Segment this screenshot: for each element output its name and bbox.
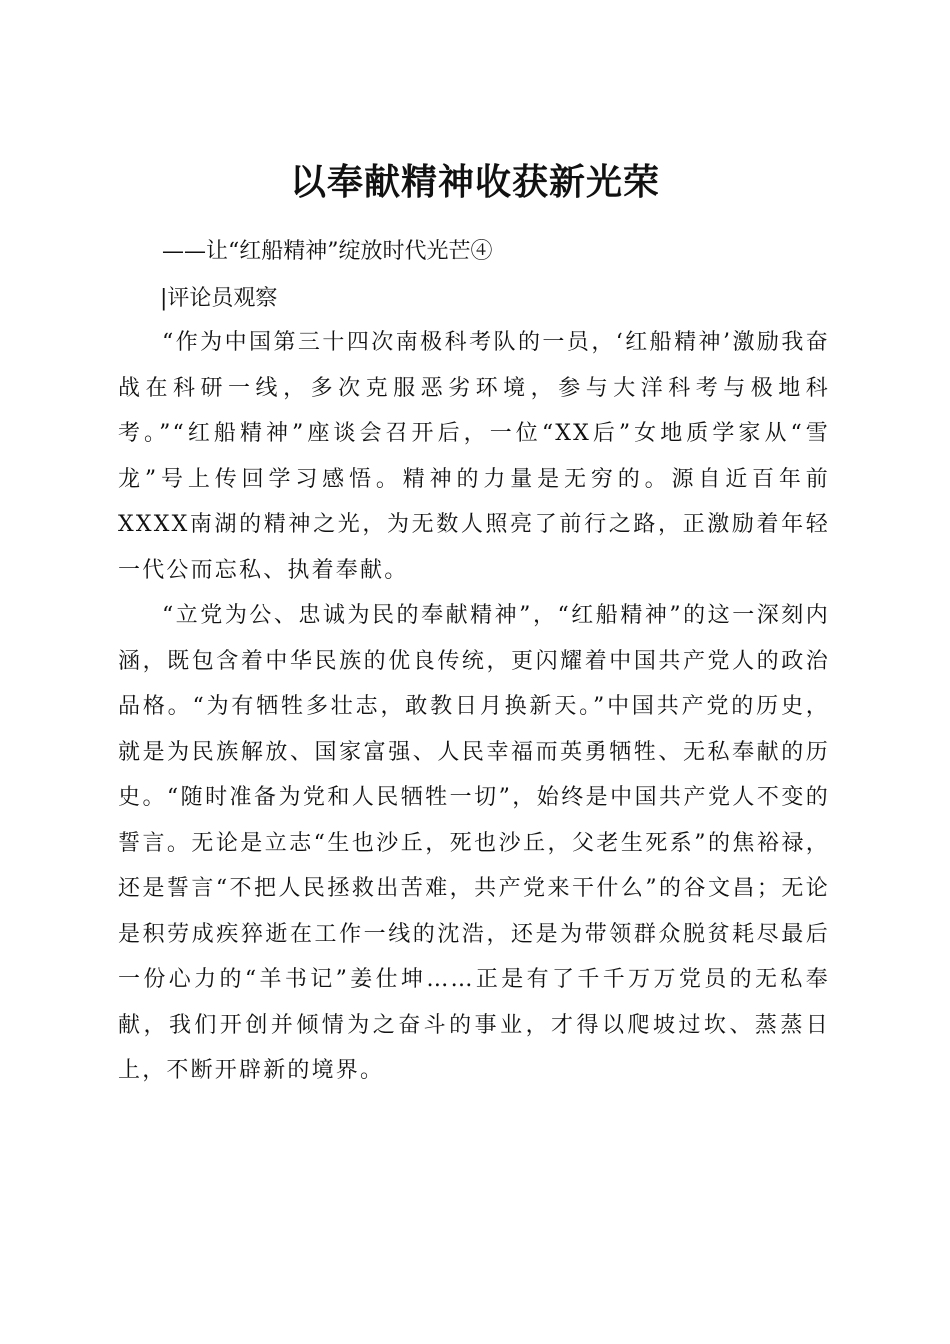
paragraph-2: “立党为公、忠诚为民的奉献精神”，“红船精神”的这一深刻内涵，既包含着中华民族的优良传统，更闪耀着中国共产党人的政治品格。“为有牺牲多壮志，敢教日月换新天。”中国共产党的历史，就是为民族解放、国家富强、人民幸福而英勇牺牲、无私奉献的历史。“随时准备为党和人民牺牲一切”，始终是中国共产党人不变的誓言。无论是立志“生也沙丘，死也沙丘，父老生死系”的焦裕禄，还是誓言“不把人民拯救出苦难，共产党来干什么”的谷文昌；无论是积劳成疾猝逝在工作一线的沈浩，还是为带领群众脱贫耗尽最后一份心力的“羊书记”姜仕坤……正是有了千千万万党员的无私奉献，我们开创并倾情为之奋斗的事业，才得以爬坡过坎、蒸蒸日上，不断开辟新的境界。 xyxy=(118,603,830,1083)
article-body xyxy=(118,320,830,1094)
subtitle: ——让“红船精神”绽放时代光芒④ xyxy=(162,239,493,264)
paragraph-1: “作为中国第三十四次南极科考队的一员，‘红船精神’激励我奋战在科研一线，多次克服恶劣环境，参与大洋科考与极地科考。”“红船精神”座谈会召开后，一位“XX后”女地质学家从“雪龙”号上传回学习感悟。精神的力量是无穷的。源自近百年前XXXX南湖的精神之光，为无数人照亮了前行之路，正激励着年轻一代公而忘私、执着奉献。 xyxy=(118,330,830,583)
page-title: 以奉献精神收获新光荣 xyxy=(289,162,660,204)
byline: |评论员观察 xyxy=(160,286,278,311)
